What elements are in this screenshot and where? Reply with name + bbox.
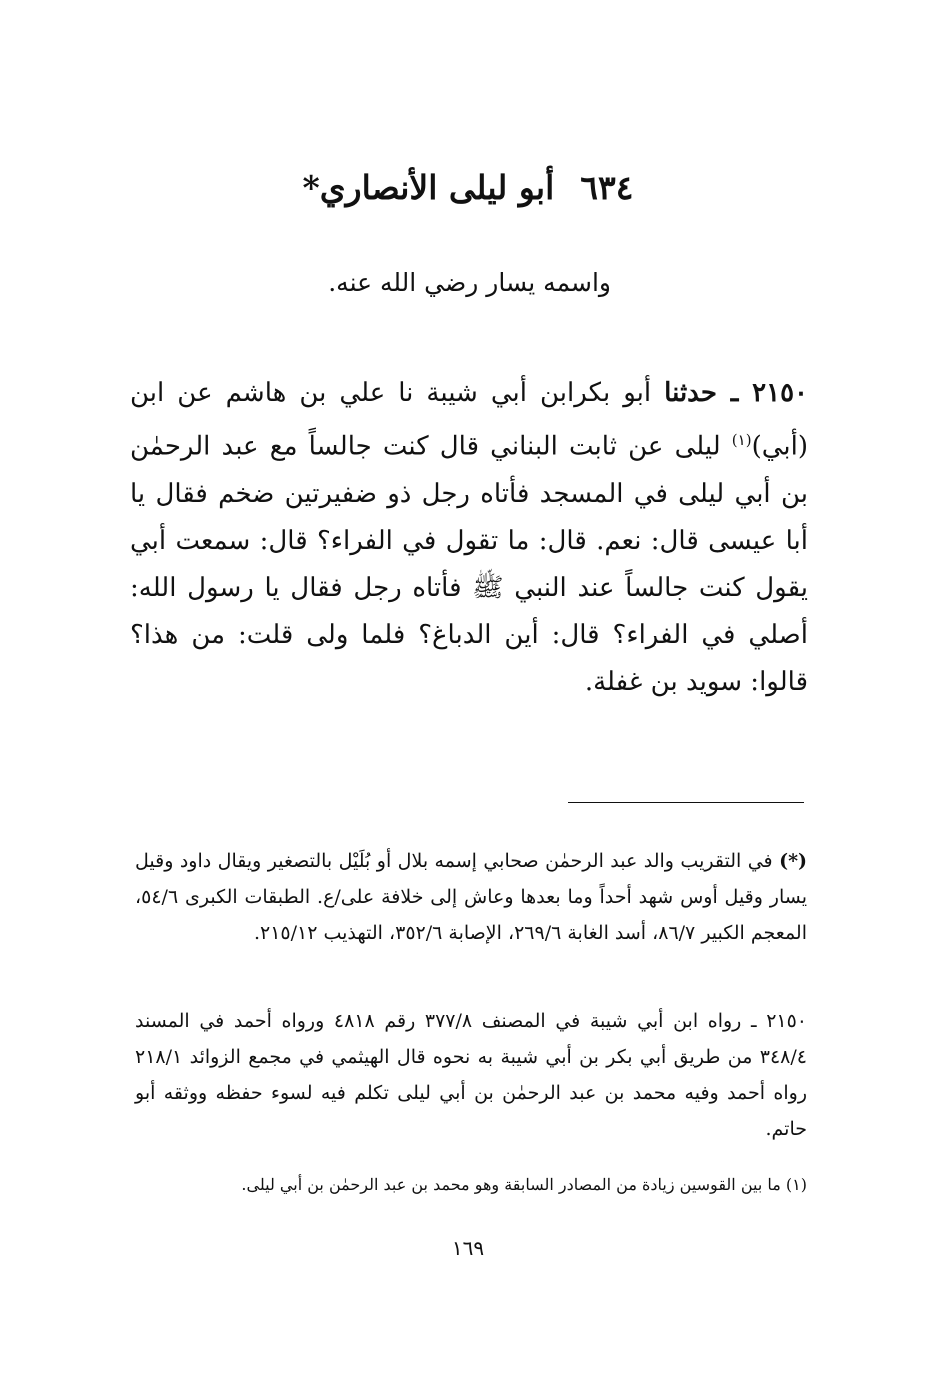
footnote-bracket-note <box>135 1170 807 1200</box>
chapter-intro: واسمه يسار رضي الله عنه. <box>328 268 611 297</box>
footnote-text: ما بين القوسين زيادة من المصادر السابقة وهو محمد بن عبد الرحمٰن بن أبي ليلى. <box>241 1175 781 1194</box>
hadith-lead: ٢١٥٠ ـ حدثنا <box>664 378 808 408</box>
footnote-text: في التقريب والد عبد الرحمٰن صحابي إسمه بلال أو بُلَيْل بالتصغير ويقال داود وقيل يسار وقيل أوس شهد أحداً وما بعدها وعاش إلى خلافة على/ع. الطبقات الكبرى ٥٤/٦، المعجم الكبير ٨٦/٧، أسد الغابة ٢٦٩/٦، الإصابة ٣٥٢/٦، التهذيب ٢١٥/١٢. <box>135 850 807 944</box>
hadith-chain: أبو بكرابن أبي شيبة نا علي بن هاشم عن ابن (أبي) <box>130 378 808 462</box>
footnote-biography <box>135 843 807 951</box>
hadith-body: ليلى عن ثابت البناني قال كنت جالساً مع عبد الرحمٰن بن أبي ليلى في المسجد فأتاه رجل ذو ضفيرتين ضخم فقال يا أبا عيسى قال: نعم. قال: ما تقول في الفراء؟ قال: سمعت أبي يقول كنت جالساً عند النبي ﷺ فأتاه رجل فقال يا رسول الله: أصلي في الفراء؟ قال: أين الدباغ؟ فلما ولى قلت: من هذا؟ قالوا: سويد بن غفلة. <box>130 431 808 697</box>
footnote-reference: (١) <box>731 431 752 449</box>
footnote-text: رواه ابن أبي شيبة في المصنف ٣٧٧/٨ رقم ٤٨١٨ ورواه أحمد في المسند ٣٤٨/٤ من طريق أبي بكر بن أبي شيبة به نحوه قال الهيثمي في مجمع الزوائد ٢١٨/١ رواه أحمد وفيه محمد بن عبد الرحمٰن بن أبي ليلى تكلم فيه لسوء حفظه ووثقه أبو حاتم. <box>135 1010 807 1140</box>
footnote-marker: (*) <box>779 850 807 872</box>
footnote-marker: ٢١٥٠ ـ <box>750 1010 808 1032</box>
footnote-divider <box>568 802 804 803</box>
chapter-number: ٦٣٤ <box>580 168 634 207</box>
chapter-title: أبو ليلى الأنصاري* <box>302 168 555 207</box>
page-number: ١٦٩ <box>451 1236 485 1260</box>
footnote-takhrij <box>135 1003 807 1147</box>
hadith-text <box>130 370 808 706</box>
chapter-heading <box>0 168 936 207</box>
footnote-marker: (١) <box>785 1175 807 1194</box>
